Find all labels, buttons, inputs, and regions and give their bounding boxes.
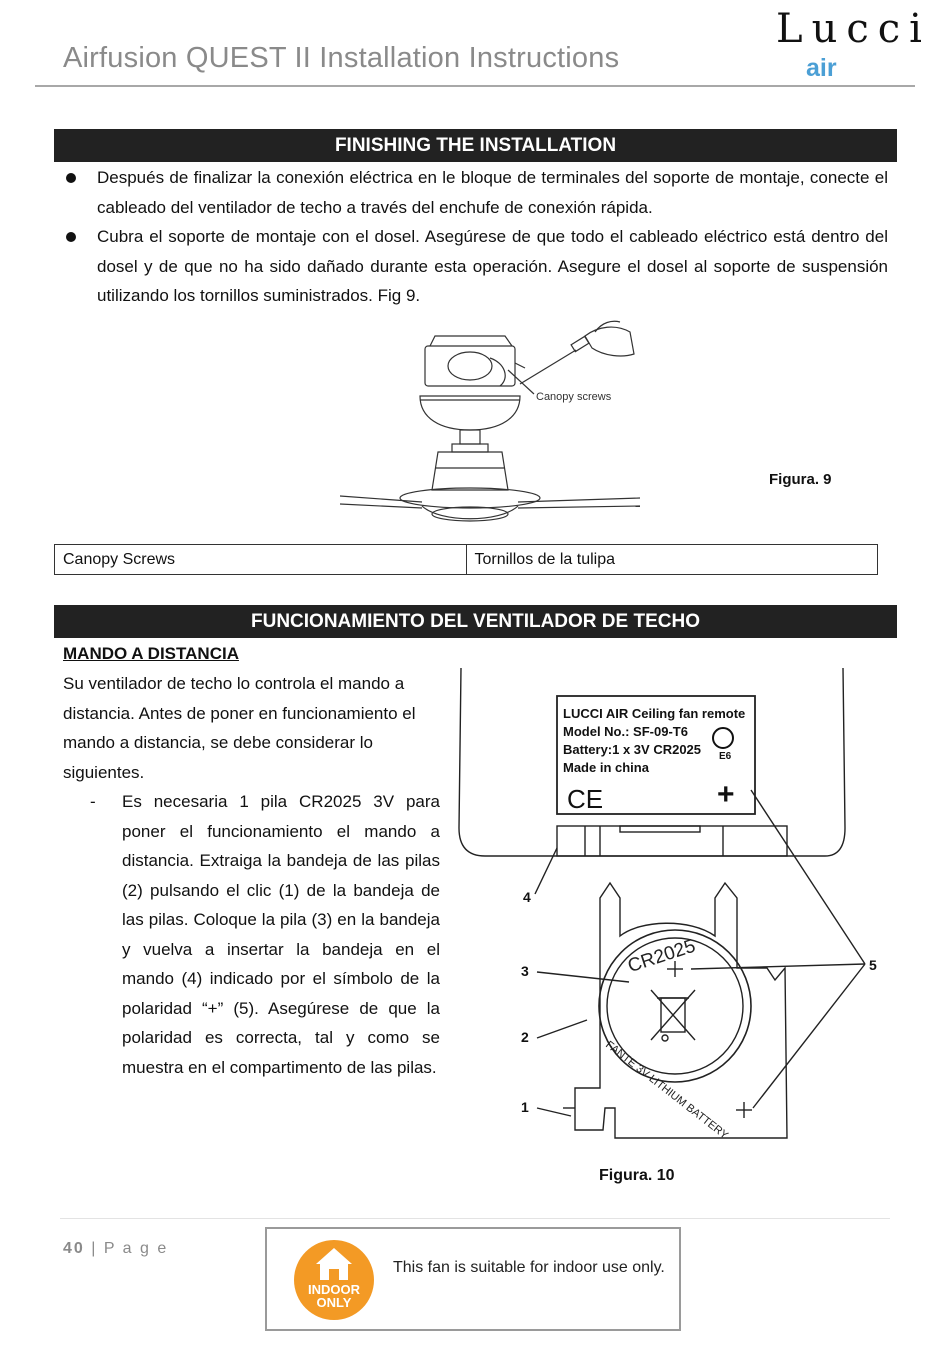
figure-9-illustration xyxy=(340,318,640,540)
brand-logo xyxy=(776,6,931,82)
figure-10-caption: Figura. 10 xyxy=(599,1167,675,1184)
battery-instruction-text: Es necesaria 1 pila CR2025 3V para poner el funcionamiento el mando a distancia. Extraiga la bandeja de las pilas (2) pulsando el clic (1) de la bandeja de las pilas. Coloque la pila (3) en la bandeja y vuelva a insertar la bandeja en el mando (4) indicado por el símbolo de la polaridad “+” (5). Asegúrese de que la polaridad es correcta, tal y como se muestra en el compartimento de las pilas. xyxy=(122,792,440,1077)
battery-model-text: CR2025 xyxy=(625,935,699,978)
badge-text xyxy=(294,1283,374,1309)
battery-ring-text: FANTE 3V LITHIUM BATTERY xyxy=(603,1038,731,1142)
bullet-dot xyxy=(66,173,76,183)
header-divider xyxy=(35,85,915,87)
remote-intro-text: Su ventilador de techo lo controla el mando a distancia. Antes de poner en funcionamiento el mando a distancia, se debe considerar lo siguientes. xyxy=(63,674,416,782)
page-number-value: 40 xyxy=(63,1240,85,1257)
figure-10-remote-diagram xyxy=(455,668,895,1143)
label-mark: E6 xyxy=(719,751,732,762)
dash-marker: - xyxy=(90,792,96,811)
translation-english: Canopy Screws xyxy=(63,551,176,568)
figure-9-callout: Canopy screws xyxy=(536,391,612,403)
label-line: Battery:1 x 3V CR2025 xyxy=(563,742,702,757)
figure-9-caption: Figura. 9 xyxy=(769,471,832,488)
section-banner-finishing: FINISHING THE INSTALLATION xyxy=(54,129,897,162)
ce-mark: CE xyxy=(567,784,604,814)
callout-number: 5 xyxy=(869,957,877,973)
badge-line: ONLY xyxy=(316,1295,352,1310)
bullet-item xyxy=(62,222,888,311)
bullet-text: Cubra el soporte de montaje con el dosel. Asegúrese de que todo el cableado eléctrico está dentro del dosel y de que no ha sido dañado durante esta operación. Asegure el dosel al soporte de suspensión utilizando los tornillos suministrados. Fig 9. xyxy=(97,227,888,305)
indoor-use-notice xyxy=(265,1227,681,1331)
indoor-only-badge xyxy=(294,1240,374,1320)
bullet-item xyxy=(62,163,888,222)
callout-number: 3 xyxy=(521,963,529,979)
translation-table xyxy=(54,544,878,575)
bullet-text: Después de finalizar la conexión eléctrica en le bloque de terminales del soporte de montaje, conecte el cableado del ventilador de techo a través del enchufe de conexión rápida. xyxy=(97,168,888,217)
callout-number: 1 xyxy=(521,1099,529,1115)
callout-number: 2 xyxy=(521,1029,529,1045)
page-number xyxy=(63,1240,168,1258)
section-banner-operation: FUNCIONAMIENTO DEL VENTILADOR DE TECHO xyxy=(54,605,897,638)
document-title: Airfusion QUEST II Installation Instructions xyxy=(63,42,620,74)
label-line: Model No.: SF-09-T6 xyxy=(563,724,688,739)
label-plus: + xyxy=(717,778,735,811)
callout-number: 4 xyxy=(523,889,531,905)
remote-subheading: MANDO A DISTANCIA xyxy=(63,644,239,663)
translation-spanish: Tornillos de la tulipa xyxy=(466,545,878,574)
label-line: LUCCI AIR Ceiling fan remote xyxy=(563,706,746,721)
house-icon xyxy=(294,1240,374,1284)
footer-divider xyxy=(60,1218,890,1219)
brand-name: Lucci xyxy=(776,6,931,52)
label-line: Made in china xyxy=(563,760,649,775)
finishing-bullet-list xyxy=(62,163,888,311)
brand-sub: air xyxy=(806,54,837,82)
battery-instruction-item xyxy=(90,787,440,1082)
badge-line: INDOOR xyxy=(308,1282,360,1297)
indoor-note-text: This fan is suitable for indoor use only. xyxy=(393,1259,665,1276)
bullet-dot xyxy=(66,232,76,242)
page-label: | P a g e xyxy=(91,1240,169,1257)
